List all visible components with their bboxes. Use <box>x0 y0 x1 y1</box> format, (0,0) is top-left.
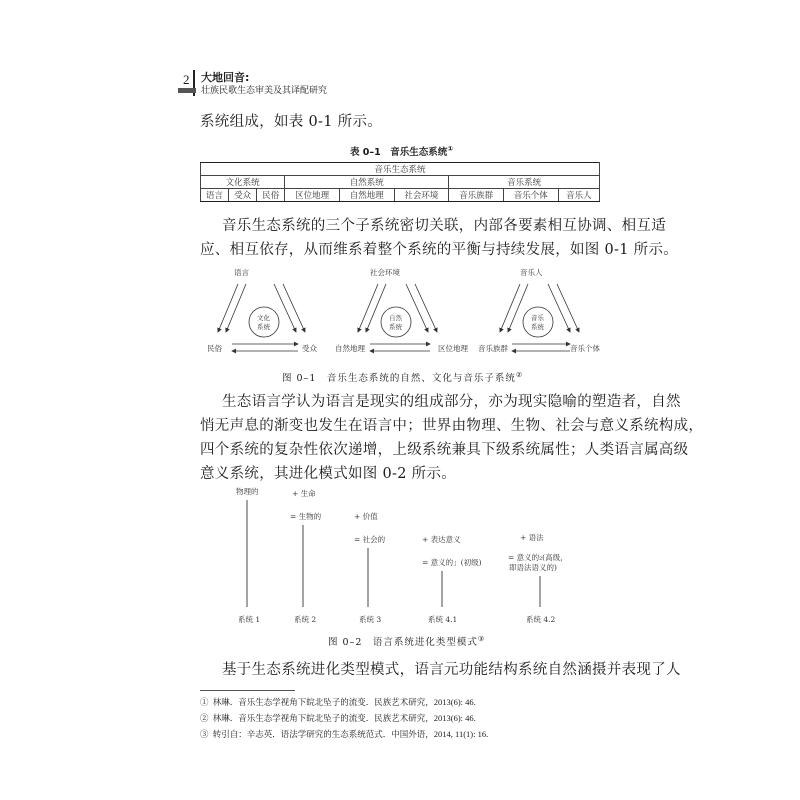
book-title: 大地回音: <box>201 71 250 84</box>
center-label-1: 文化 <box>257 314 270 322</box>
table-cell: 音乐个体 <box>503 189 558 202</box>
diagram-right-label: 区位地理 <box>438 344 468 353</box>
system-4-2-name: 系统 4.2 <box>526 615 556 624</box>
table-group-cell: 音乐系统 <box>449 176 600 189</box>
table-cell: 民俗 <box>257 189 285 202</box>
figure-0-2-caption <box>328 634 485 648</box>
figure-0-1-caption-text: 图 0–1 音乐生态系统的自然、文化与音乐子系统 <box>282 373 516 384</box>
natural-system-diagram <box>335 267 468 353</box>
center-label-1: 音乐 <box>531 314 544 322</box>
footnote-mark: ③ <box>200 729 209 739</box>
system-4-1-label-a: + 表达意义 <box>422 535 461 544</box>
center-label-2: 系统 <box>257 323 270 331</box>
table-title-cell: 音乐生态系统 <box>201 163 600 176</box>
figure-0-1-caption <box>282 370 523 384</box>
footnote-text: 林琳．音乐生态学视角下皖北坠子的流变．民族艺术研究，2013(6): 46. <box>212 713 476 723</box>
center-circle <box>381 307 411 337</box>
paragraph-1: 系统组成，如表 0-1 所示。 <box>200 114 383 130</box>
figure-0-1-caption-mark: ② <box>515 370 524 379</box>
figure-0-2-caption-text: 图 0–2 语言系统进化类型模式 <box>328 637 478 648</box>
system-3-label-b: = 社会的 <box>354 535 386 544</box>
table-caption-text: 表 0–1 音乐生态系统 <box>350 147 448 158</box>
page-number: 2 <box>183 72 190 87</box>
center-circle <box>249 307 279 337</box>
footnote-rule <box>200 690 295 691</box>
diagram-left-label: 音乐族群 <box>478 344 508 353</box>
system-2-name: 系统 2 <box>294 615 317 624</box>
table-caption <box>350 144 453 158</box>
system-4-1-label-b: = 意义的」(初级) <box>422 558 482 567</box>
book-subtitle: 壮族民歌生态审美及其译配研究 <box>201 86 328 96</box>
diagram-top-label: 社会环境 <box>370 268 400 277</box>
system-2-label-a: + 生命 <box>292 489 316 498</box>
footnote-mark: ① <box>200 697 209 707</box>
footnote-1 <box>200 696 476 708</box>
system-1-label: 物理的 <box>236 487 259 496</box>
diagram-left-label: 民俗 <box>207 344 222 353</box>
paragraph-2-line-1: 音乐生态系统的三个子系统密切关联，内部各要素相互协调、相互适 <box>222 218 666 234</box>
music-ecosystem-table <box>200 162 600 202</box>
center-label-2: 系统 <box>389 323 402 331</box>
footnote-2 <box>200 712 476 724</box>
table-group-cell: 文化系统 <box>201 176 285 189</box>
center-label-2: 系统 <box>531 323 544 331</box>
diagram-top-label: 语言 <box>234 268 249 277</box>
figure-0-2-caption-mark: ③ <box>477 634 486 643</box>
cultural-system-diagram <box>207 267 317 353</box>
system-1-name: 系统 1 <box>238 615 261 624</box>
paragraph-3-line-3: 四个系统的复杂性依次递增，上级系统兼具下级系统属性；人类语言属高级 <box>200 442 689 458</box>
music-system-diagram <box>478 267 600 353</box>
paragraph-2-line-2: 应、相互依存，从而维系着整个系统的平衡与持续发展，如图 0-1 所示。 <box>200 242 679 258</box>
paragraph-3-line-1: 生态语言学认为语言是现实的组成部分，亦为现实隐喻的塑造者，自然 <box>222 394 681 410</box>
paragraph-4: 基于生态系统进化类型模式，语言元功能结构系统自然涵摄并表现了人 <box>222 662 681 678</box>
figure-0-1 <box>190 262 610 368</box>
footnote-text: 林琳．音乐生态学视角下皖北坠子的流变．民族艺术研究，2013(6): 46. <box>212 697 476 707</box>
table-cell: 音乐人 <box>558 189 599 202</box>
diagram-right-label: 受众 <box>302 344 317 353</box>
footnote-mark: ② <box>200 713 209 723</box>
system-4-1-name: 系统 4.1 <box>428 615 458 624</box>
table-cell: 音乐族群 <box>449 189 504 202</box>
system-2-label-b: = 生物的 <box>290 512 322 521</box>
paragraph-3-line-4: 意义系统，其进化模式如图 0-2 所示。 <box>200 466 457 482</box>
diagram-top-label: 音乐人 <box>520 268 543 277</box>
center-label-1: 自然 <box>389 314 402 322</box>
footnote-text: 转引自：辛志英．语法学研究的生态系统范式．中国外语，2014, 11(1): 16. <box>212 729 489 739</box>
header-rule <box>178 88 196 93</box>
center-circle <box>523 307 553 337</box>
evolution-columns <box>236 486 568 624</box>
diagram-right-label: 音乐个体 <box>570 344 600 353</box>
table-cell: 受众 <box>229 189 257 202</box>
system-4-2-label-c: 即语法语义的) <box>509 563 557 572</box>
figure-0-2 <box>220 482 580 628</box>
table-cell: 语言 <box>201 189 229 202</box>
footnote-3 <box>200 728 488 740</box>
diagram-left-label: 自然地理 <box>335 344 365 353</box>
system-3-name: 系统 3 <box>359 615 382 624</box>
system-4-2-label-a: + 语法 <box>520 533 544 542</box>
table-cell: 社会环境 <box>394 189 449 202</box>
system-4-2-label-b: = 意义的₂(高级， <box>508 553 568 562</box>
table-cell: 区位地理 <box>285 189 340 202</box>
table-cell: 自然地理 <box>339 189 394 202</box>
paragraph-3-line-2: 悄无声息的渐变也发生在语言中；世界由物理、生物、社会与意义系统构成， <box>200 418 704 434</box>
table-group-cell: 自然系统 <box>285 176 449 189</box>
system-3-label-a: + 价值 <box>354 512 378 521</box>
table-caption-mark: ① <box>447 144 454 153</box>
